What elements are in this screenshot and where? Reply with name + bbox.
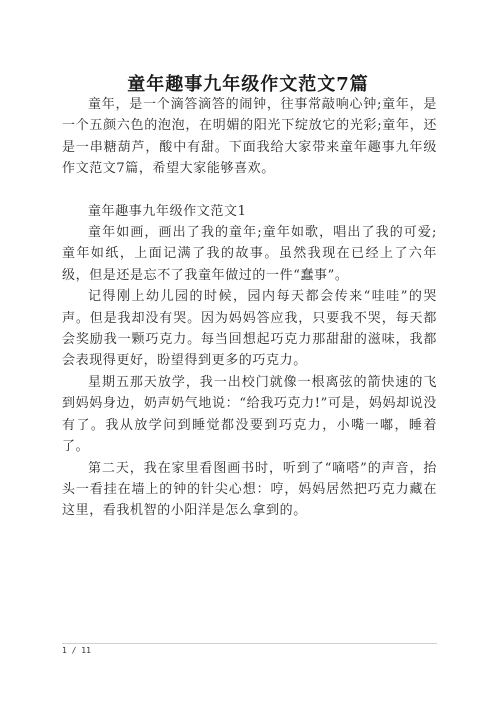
document-body (62, 94, 437, 522)
page-indicator: 1 / 11 (62, 646, 91, 655)
section-heading: 童年趣事九年级作文范文1 (88, 203, 247, 219)
footer-divider (62, 643, 437, 644)
document-title: 童年趣事九年级作文范文7篇 (127, 74, 369, 95)
body-paragraph-2: 记得刚上幼儿园的时候，园内每天都会传来“哇哇”的哭声。但是我却没有哭。因为妈妈答应我，只要我不哭，每天都会奖励我一颗巧克力。每当回想起巧克力那甜甜的滋味，我都会表现得更好，盼望得到更多的巧克力。 (62, 289, 437, 369)
body-paragraph-1: 童年如画，画出了我的童年;童年如歌，唱出了我的可爱;童年如纸，上面记满了我的故事。虽然我现在已经上了六年级，但是还是忘不了我童年做过的一件“蠢事”。 (62, 225, 437, 283)
intro-paragraph: 童年，是一个滴答滴答的闹钟，往事常敲响心钟;童年，是一个五颜六色的泡泡，在明媚的阳光下绽放它的光彩;童年，还是一串糖葫芦，酸中有甜。下面我给大家带来童年趣事九年级作文范文7篇，希望大家能够喜欢。 (62, 97, 437, 177)
body-paragraph-4: 第二天，我在家里看图画书时，听到了“嘀嗒”的声音，抬头一看挂在墙上的钟的针尖心想：哼，妈妈居然把巧克力藏在这里，看我机智的小阳洋是怎么拿到的。 (62, 460, 437, 519)
body-paragraph-3: 星期五那天放学，我一出校门就像一根离弦的箭快速的飞到妈妈身边，奶声奶气地说：“给我巧克力!”可是，妈妈却说没有了。我从放学问到睡觉都没要到巧克力，小嘴一嘟，睡着了。 (62, 374, 437, 455)
